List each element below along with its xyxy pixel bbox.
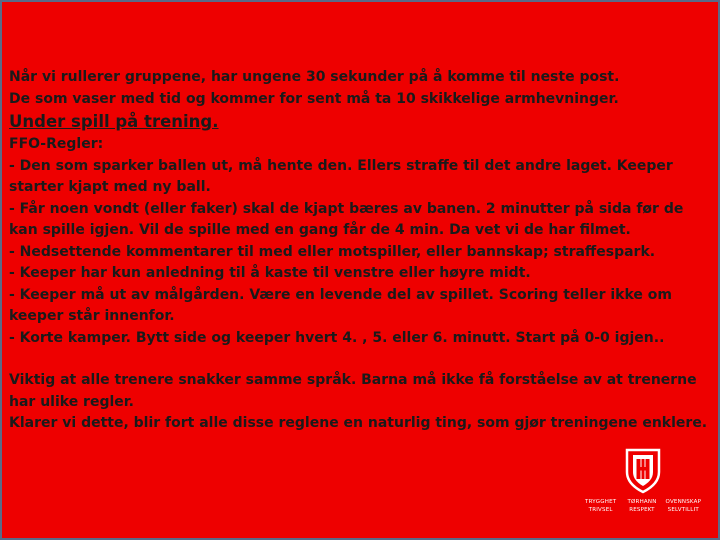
rule-item: - Får noen vondt (eller faker) skal de kjapt bæres av banen. 2 minutter på sida før de kan spille igjen. Vil de spille med en gang får de 4 min. Da vet vi de har filmet. bbox=[9, 200, 684, 238]
rule-item: - Korte kamper. Bytt side og keeper hvert 4. , 5. eller 6. minutt. Start på 0-0 igjen.. bbox=[9, 329, 665, 346]
tagline-word: TRIVSEL bbox=[588, 507, 613, 513]
rule-item: - Keeper må ut av målgården. Være en levende del av spillet. Scoring teller ikke om keeper står innenfor. bbox=[9, 286, 672, 324]
intro-line-2: De som vaser med tid og kommer for sent må ta 10 skikkelige armhevninger. bbox=[9, 90, 619, 107]
rule-item: - Nedsettende kommentarer til med eller motspiller, eller bannskap; straffespark. bbox=[9, 243, 656, 260]
club-logo bbox=[580, 448, 704, 518]
slide-content bbox=[9, 67, 709, 435]
rule-item: - Den som sparker ballen ut, må hente den. Ellers straffe til det andre laget. Keeper starter kjapt med ny ball. bbox=[9, 157, 673, 195]
tagline-word: TØRHANN bbox=[627, 499, 657, 505]
tagline-word: SELVTILLIT bbox=[667, 507, 699, 513]
section-heading: Under spill på trening. bbox=[9, 112, 219, 131]
intro-line-1: Når vi rullerer gruppene, har ungene 30 sekunder på å komme til neste post. bbox=[9, 69, 620, 85]
rule-item: - Keeper har kun anledning til å kaste til venstre eller høyre midt. bbox=[9, 265, 531, 281]
closing-line-2: Klarer vi dette, blir fort alle disse reglene en naturlig ting, som gjør treningene enklere. bbox=[9, 415, 708, 431]
rules-title: FFO-Regler: bbox=[9, 136, 104, 152]
spacer bbox=[9, 349, 709, 370]
logo-tagline bbox=[580, 498, 704, 514]
tagline-word: OVENNSKAP bbox=[665, 499, 702, 505]
tagline-word: TRYGGHET bbox=[585, 499, 617, 505]
tagline-word: RESPEKT bbox=[629, 507, 655, 513]
club-shield-icon bbox=[625, 448, 661, 494]
closing-line-1: Viktig at alle trenere snakker samme språk. Barna må ikke få forståelse av at trenerne har ulike regler. bbox=[9, 372, 697, 410]
